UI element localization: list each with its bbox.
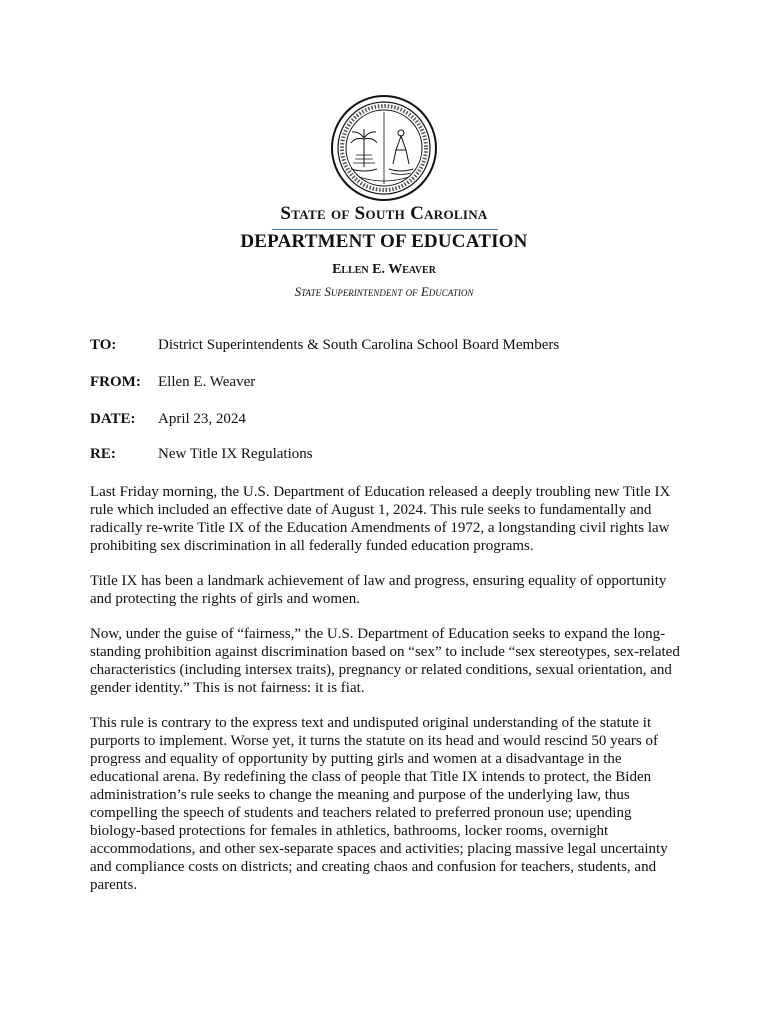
memo-from-label: FROM:: [90, 374, 141, 390]
body-paragraph: Title IX has been a landmark achievement of law and progress, ensuring equality of opportunity and protecting the rights of girls and women.: [90, 573, 667, 607]
department-name: DEPARTMENT OF EDUCATION: [240, 231, 528, 252]
memo-from-value: Ellen E. Weaver: [158, 374, 256, 390]
memo-to-label: TO:: [90, 337, 117, 353]
memo-date-value: April 23, 2024: [158, 411, 246, 427]
body-paragraph: Now, under the guise of “fairness,” the U.S. Department of Education seeks to expand the long-standing prohibition against discrimination based on “sex” to include “sex stereotypes, sex-related characteristics (including intersex traits), pregnancy or related conditions, sexual orientation, and gender identity.” This is not fairness: it is fiat.: [90, 626, 680, 696]
memo-to-value: District Superintendents & South Carolina School Board Members: [158, 337, 560, 353]
body-paragraph: This rule is contrary to the express text and undisputed original understanding of the statute it purports to implement. Worse yet, it turns the statute on its head and would rescind 50 years of progress and equality of opportunity by putting girls and women at a disadvantage in the educational arena. By redefining the class of people that Title IX intends to protect, the Biden administration’s rule seeks to change the meaning and purpose of the underlying law, thus compelling the speech of students and teachers related to preferred pronoun use; upending biology-based protections for females in athletics, bathrooms, locker rooms, overnight accommodations, and other sex-separate spaces and activities; placing massive legal uncertainty and compliance costs on districts; and creating chaos and confusion for teachers, students, and parents.: [90, 715, 668, 893]
official-title: State Superintendent of Education: [294, 284, 474, 299]
header-divider: [272, 229, 498, 230]
memo-re-label: RE:: [90, 446, 116, 462]
official-name: Ellen E. Weaver: [332, 262, 436, 277]
memo-date-label: DATE:: [90, 411, 136, 427]
south-carolina-state-seal-icon: [331, 95, 437, 201]
state-name: State of South Carolina: [280, 203, 488, 224]
memo-re-value: New Title IX Regulations: [158, 446, 313, 462]
memo-body: [90, 483, 680, 911]
body-paragraph: Last Friday morning, the U.S. Department of Education released a deeply troubling new Title IX rule which included an effective date of August 1, 2024. This rule seeks to fundamentally and radically re-write Title IX of the Education Amendments of 1972, a longstanding civil rights law prohibiting sex discrimination in all federally funded education programs.: [90, 484, 671, 554]
